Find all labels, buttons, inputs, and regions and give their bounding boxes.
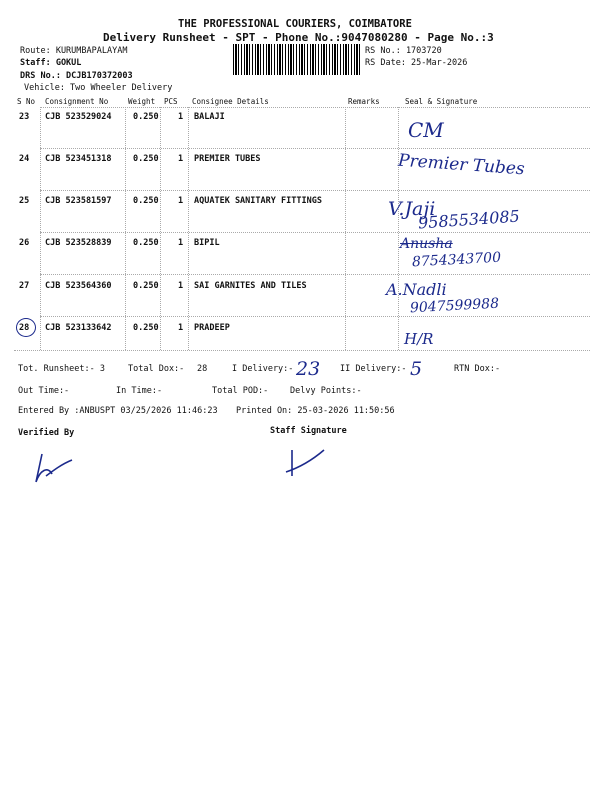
row-phone: 9585534085	[417, 206, 521, 233]
row-consignee: PREMIER TUBES	[194, 154, 261, 164]
verified-by-label: Verified By	[18, 428, 75, 438]
out-time-label: Out Time:-	[18, 386, 70, 396]
col-divider	[40, 107, 41, 350]
delvy-points-label: Delvy Points:-	[290, 386, 362, 396]
row-divider	[40, 148, 590, 149]
total-pod-label: Total POD:-	[212, 386, 269, 396]
col-divider	[125, 107, 126, 350]
total-runsheet: Tot. Runsheet:- 3	[18, 364, 105, 374]
ii-delivery-count: 5	[410, 358, 423, 380]
col-remarks: Remarks	[348, 97, 380, 106]
rs-number: RS No.: 1703720	[365, 46, 442, 56]
row-phone: 8754343700	[411, 249, 502, 271]
entered-by: Entered By :ANBUSPT 03/25/2026 11:46:23	[18, 406, 218, 416]
row-signature: A.Nadli	[386, 280, 447, 299]
col-pcs: PCS	[164, 97, 178, 106]
row-consignment: CJB 523451318	[45, 154, 112, 164]
row-consignment: CJB 523581597	[45, 196, 112, 206]
col-divider	[398, 107, 399, 350]
row-sno: 24	[19, 154, 30, 164]
row-sno: 23	[19, 112, 30, 122]
row-divider	[40, 274, 590, 275]
printed-on: Printed On: 25-03-2026 11:50:56	[236, 406, 395, 416]
rs-date: RS Date: 25-Mar-2026	[365, 58, 468, 68]
row-weight: 0.250	[133, 238, 159, 248]
row-pcs: 1	[178, 281, 184, 291]
row-divider	[14, 350, 590, 351]
row-consignee: BALAJI	[194, 112, 225, 122]
col-sno: S No	[17, 97, 36, 106]
row-signature: Premier Tubes	[397, 150, 526, 180]
row-divider	[40, 190, 590, 191]
row-consignment: CJB 523133642	[45, 323, 112, 333]
row-consignment: CJB 523528839	[45, 238, 112, 248]
col-seal: Seal & Signature	[405, 97, 478, 106]
row-consignee: SAI GARNITES AND TILES	[194, 281, 307, 291]
row-divider	[40, 316, 590, 317]
row-phone: 9047599988	[409, 295, 500, 317]
row-consignee: AQUATEK SANITARY FITTINGS	[194, 196, 322, 206]
row-weight: 0.250	[133, 196, 159, 206]
row-signature: V.Jaji	[388, 198, 436, 220]
col-divider	[160, 107, 161, 350]
i-delivery-label: I Delivery:-	[232, 364, 294, 374]
row-signature: H/R	[404, 330, 434, 348]
runsheet-title: Delivery Runsheet - SPT - Phone No.:9047080280 - Page No.:3	[103, 31, 494, 44]
drs-number: DRS No.: DCJB170372003	[20, 71, 133, 81]
row-weight: 0.250	[133, 112, 159, 122]
row-pcs: 1	[178, 323, 184, 333]
vehicle-label: Vehicle: Two Wheeler Delivery	[24, 83, 173, 93]
row-weight: 0.250	[133, 323, 159, 333]
total-dox-value: 28	[197, 364, 208, 374]
row-signature: CM	[408, 118, 444, 142]
route-label: Route: KURUMBAPALAYAM	[20, 46, 128, 56]
row-signature: Anusha	[400, 236, 453, 252]
col-weight: Weight	[128, 97, 156, 106]
staff-signature-label: Staff Signature	[270, 426, 347, 436]
row-consignment: CJB 523529024	[45, 112, 112, 122]
barcode	[233, 44, 360, 75]
ii-delivery-label: II Delivery:-	[340, 364, 407, 374]
row-pcs: 1	[178, 196, 184, 206]
row-sno: 26	[19, 238, 30, 248]
row-divider	[40, 232, 590, 233]
col-divider	[188, 107, 189, 350]
total-dox-label: Total Dox:-	[128, 364, 185, 374]
in-time-label: In Time:-	[116, 386, 163, 396]
row-sno: 28	[19, 323, 30, 333]
staff-signature-mark	[280, 442, 330, 482]
rtn-dox-label: RTN Dox:-	[454, 364, 501, 374]
row-sno: 25	[19, 196, 30, 206]
company-name: THE PROFESSIONAL COURIERS, COIMBATORE	[178, 18, 412, 30]
i-delivery-count: 23	[296, 358, 321, 380]
row-sno: 27	[19, 281, 30, 291]
col-divider	[345, 107, 346, 350]
verified-signature-mark	[28, 448, 78, 488]
row-consignee: PRADEEP	[194, 323, 230, 333]
staff-label: Staff: GOKUL	[20, 58, 82, 68]
row-weight: 0.250	[133, 281, 159, 291]
row-consignee: BIPIL	[194, 238, 220, 248]
row-divider	[40, 107, 590, 108]
col-consignee: Consignee Details	[192, 97, 269, 106]
row-pcs: 1	[178, 154, 184, 164]
row-consignment: CJB 523564360	[45, 281, 112, 291]
row-pcs: 1	[178, 238, 184, 248]
row-weight: 0.250	[133, 154, 159, 164]
row-pcs: 1	[178, 112, 184, 122]
col-consignment: Consignment No	[45, 97, 109, 106]
